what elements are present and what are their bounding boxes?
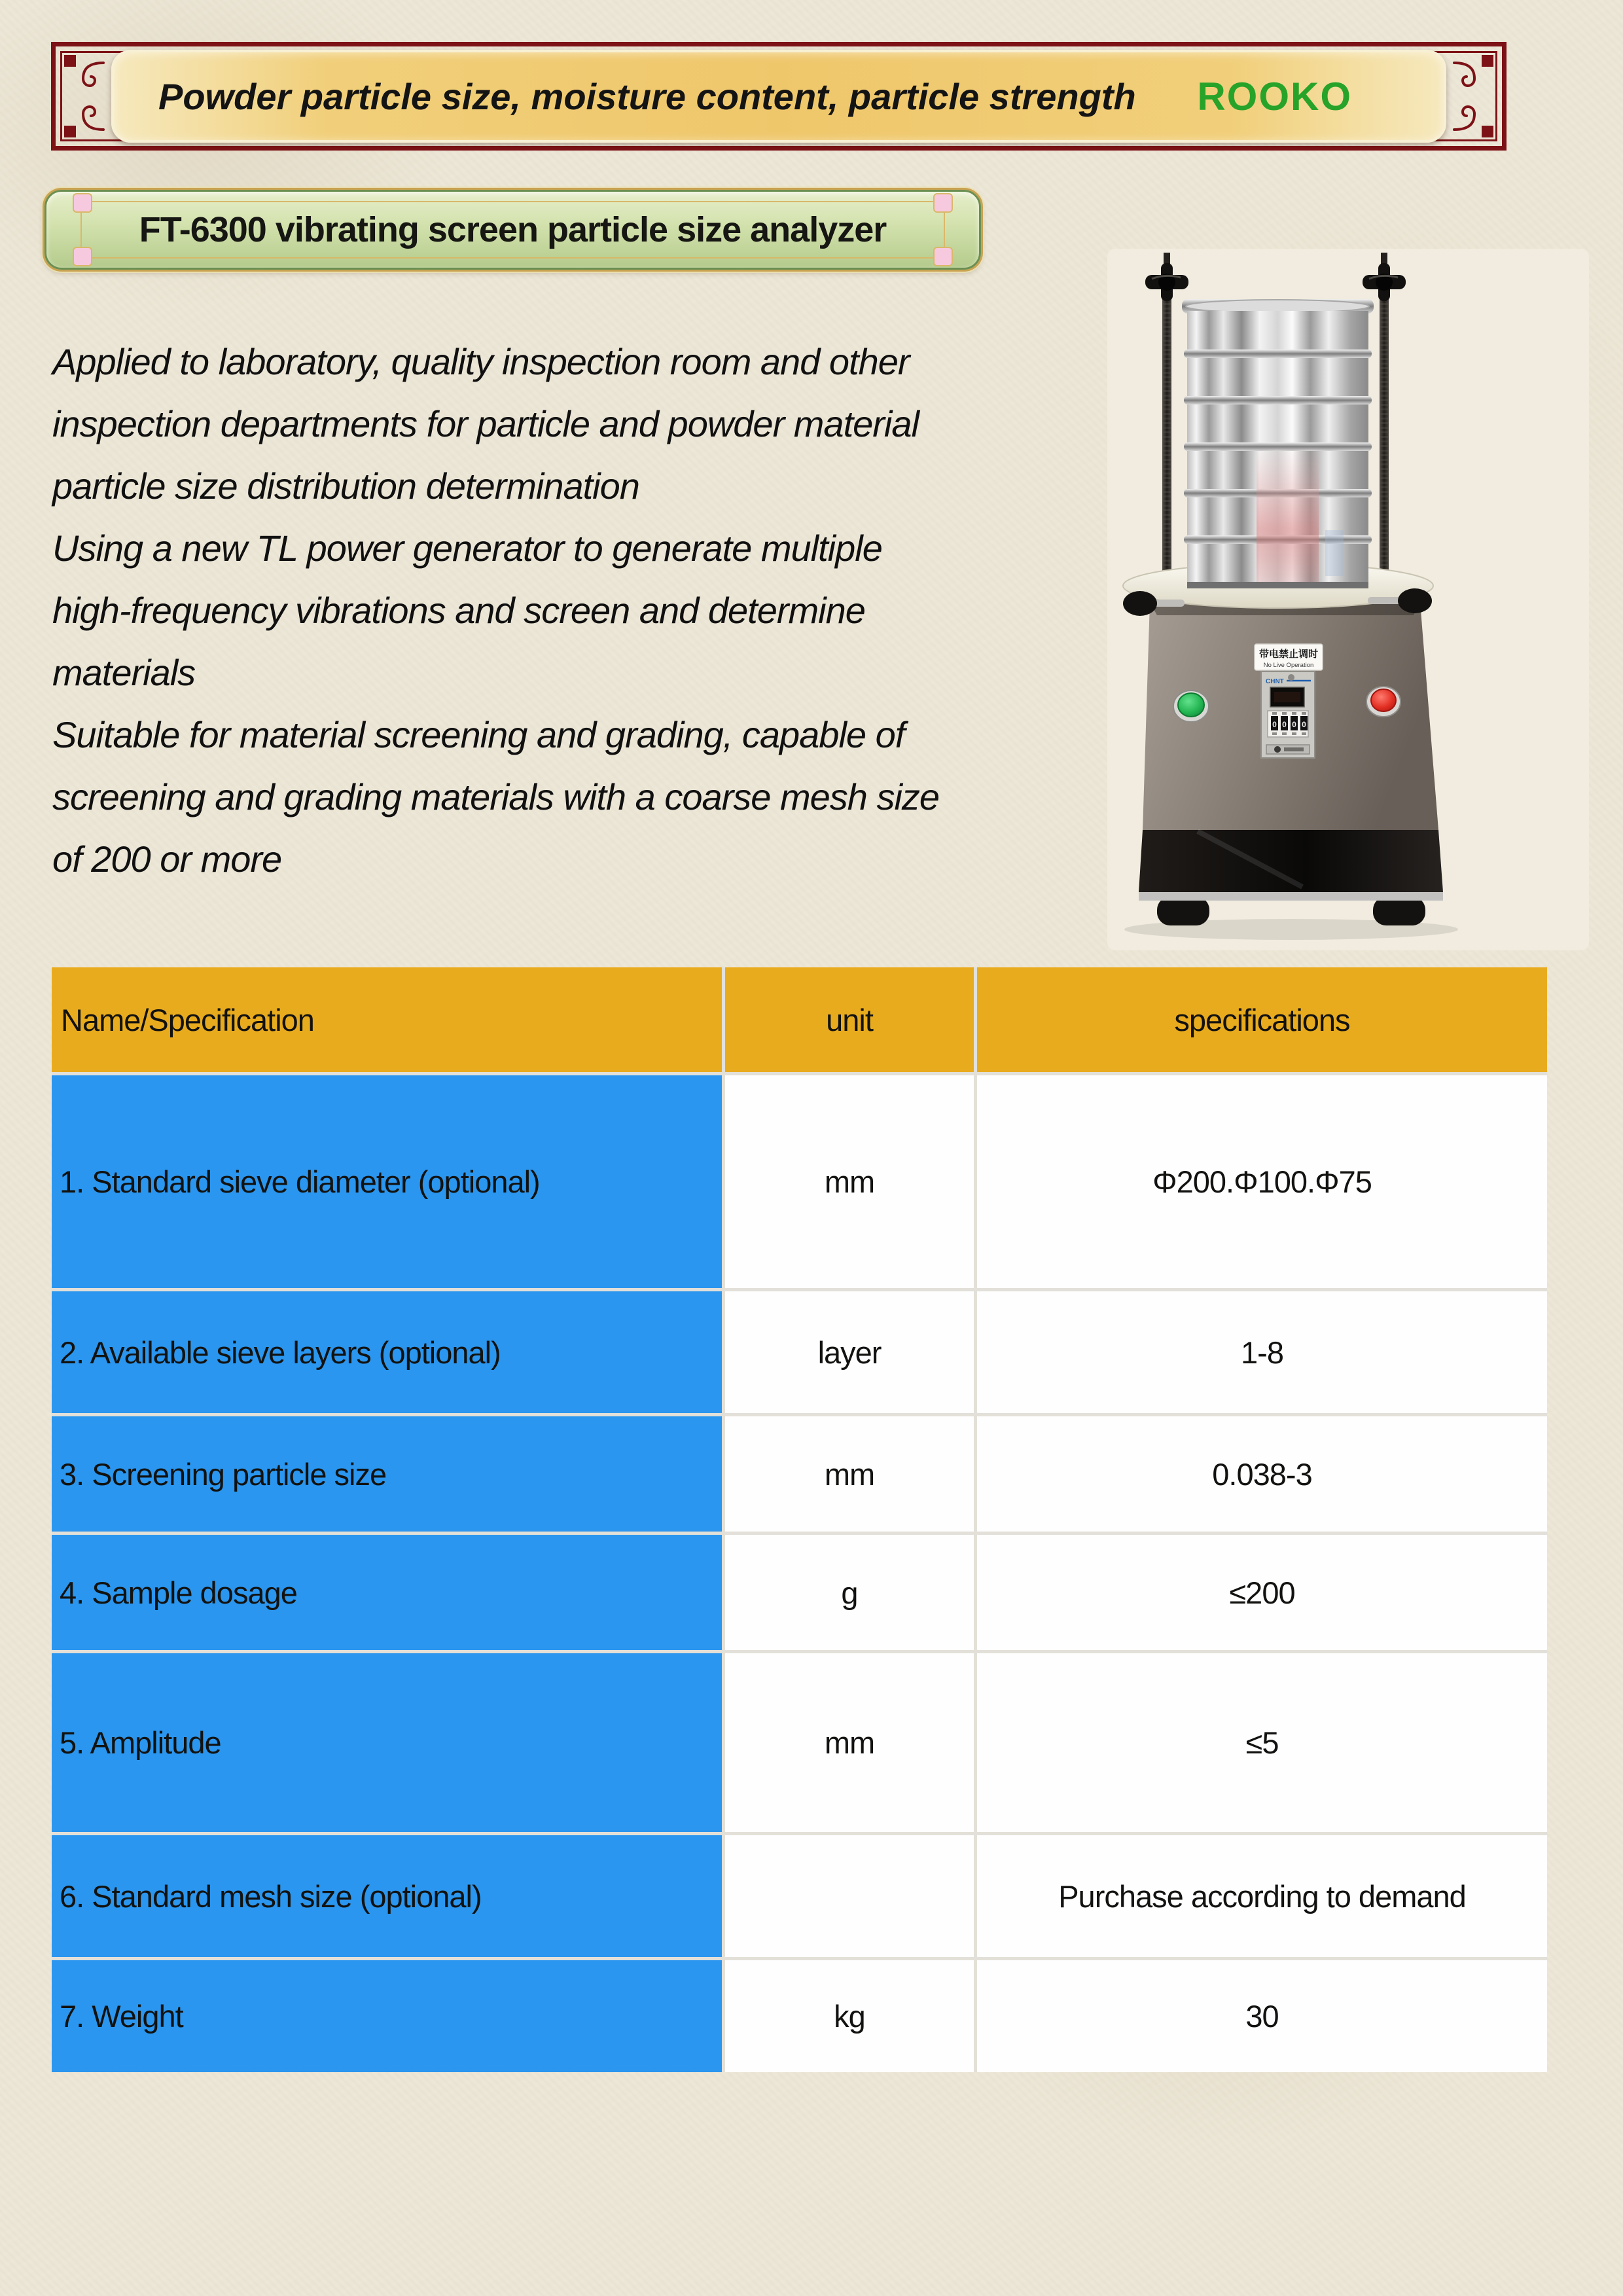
banner-corner-square bbox=[64, 55, 76, 67]
description-line: inspection departments for particle and powder material bbox=[52, 403, 919, 444]
scroll-ornament-icon bbox=[1452, 105, 1479, 132]
banner-corner-square bbox=[1482, 126, 1493, 137]
spec-value-cell: Φ200.Φ100.Φ75 bbox=[977, 1075, 1547, 1288]
svg-text:0: 0 bbox=[1272, 720, 1277, 729]
spec-value-cell: 30 bbox=[977, 1960, 1547, 2072]
svg-text:0: 0 bbox=[1302, 720, 1306, 729]
spec-value-cell: ≤5 bbox=[977, 1653, 1547, 1832]
spec-unit-cell: g bbox=[725, 1535, 974, 1650]
spec-unit-cell: kg bbox=[725, 1960, 974, 2072]
warning-text-en: No Live Operation bbox=[1263, 662, 1314, 669]
spec-unit-cell bbox=[725, 1835, 974, 1957]
spec-unit-cell: mm bbox=[725, 1653, 974, 1832]
product-name: FT-6300 vibrating screen particle size analyzer bbox=[139, 210, 887, 249]
spec-unit-cell: mm bbox=[725, 1416, 974, 1532]
corner-pin-icon bbox=[933, 193, 953, 213]
spec-value-cell: ≤200 bbox=[977, 1535, 1547, 1650]
spec-name-cell: 4. Sample dosage bbox=[52, 1535, 722, 1650]
description-line: of 200 or more bbox=[52, 838, 282, 880]
banner-plaque bbox=[111, 50, 1446, 143]
corner-pin-icon bbox=[73, 247, 92, 266]
page-title: Powder particle size, moisture content, particle strength bbox=[158, 75, 1136, 117]
warning-label bbox=[1255, 644, 1323, 670]
spec-name-cell: 1. Standard sieve diameter (optional) bbox=[52, 1075, 722, 1288]
banner-corner-square bbox=[64, 126, 76, 137]
sieve-shaker-illustration bbox=[1106, 249, 1590, 956]
spec-value-cell: 1-8 bbox=[977, 1291, 1547, 1413]
warning-text-cn: 带电禁止调时 bbox=[1258, 649, 1319, 660]
corner-pin-icon bbox=[933, 247, 953, 266]
product-banner bbox=[45, 190, 981, 270]
scroll-ornament-icon bbox=[79, 60, 106, 88]
timer-brand: CHNT bbox=[1266, 678, 1284, 685]
banner-corner-square bbox=[1482, 55, 1493, 67]
spec-value-cell: Purchase according to demand bbox=[977, 1835, 1547, 1957]
spec-name-cell: 6. Standard mesh size (optional) bbox=[52, 1835, 722, 1957]
guide-rod-left bbox=[1162, 253, 1171, 609]
spec-name-cell: 5. Amplitude bbox=[52, 1653, 722, 1832]
scroll-ornament-icon bbox=[79, 105, 106, 132]
svg-text:0: 0 bbox=[1292, 720, 1296, 729]
product-photo bbox=[1106, 249, 1590, 956]
spec-name-cell: 7. Weight bbox=[52, 1960, 722, 2072]
guide-rod-right bbox=[1380, 253, 1389, 609]
header-banner bbox=[51, 42, 1507, 151]
description-line: Suitable for material screening and grading, capable of bbox=[52, 714, 905, 755]
description-line: materials bbox=[52, 652, 196, 693]
machine-foot bbox=[1373, 897, 1425, 925]
description-line: Using a new TL power generator to generate multiple bbox=[52, 528, 882, 569]
spec-name-cell: 3. Screening particle size bbox=[52, 1416, 722, 1532]
spec-table bbox=[52, 967, 1547, 2072]
description-line: Applied to laboratory, quality inspection room and other bbox=[52, 341, 910, 382]
product-description bbox=[52, 331, 1158, 890]
machine-foot bbox=[1157, 897, 1209, 925]
brand-logo: ROOKO bbox=[1197, 74, 1352, 118]
sieve-stack bbox=[1182, 299, 1374, 588]
scroll-ornament-icon bbox=[1452, 60, 1479, 88]
description-line: high-frequency vibrations and screen and determine bbox=[52, 590, 865, 631]
stop-button-red bbox=[1366, 687, 1400, 717]
spec-unit-cell: layer bbox=[725, 1291, 974, 1413]
spec-table-header-name: Name/Specification bbox=[52, 967, 722, 1072]
timer-panel bbox=[1261, 672, 1315, 758]
red-reflection bbox=[1257, 445, 1319, 586]
svg-text:0: 0 bbox=[1282, 720, 1287, 729]
corner-pin-icon bbox=[73, 193, 92, 213]
description-line: particle size distribution determination bbox=[52, 465, 639, 507]
base-silver-strip bbox=[1139, 892, 1443, 901]
spec-value-cell: 0.038-3 bbox=[977, 1416, 1547, 1532]
start-button-green bbox=[1173, 691, 1209, 722]
spec-table-header-spec: specifications bbox=[977, 967, 1547, 1072]
spec-table-header-unit: unit bbox=[725, 967, 974, 1072]
description-line: screening and grading materials with a coarse mesh size bbox=[52, 776, 940, 817]
spec-unit-cell: mm bbox=[725, 1075, 974, 1288]
spec-name-cell: 2. Available sieve layers (optional) bbox=[52, 1291, 722, 1413]
